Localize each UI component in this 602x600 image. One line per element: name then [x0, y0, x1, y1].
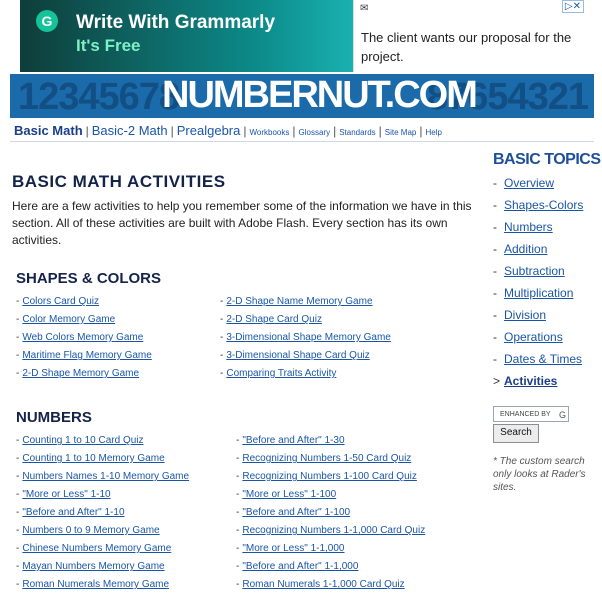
- sidebar-item-overview[interactable]: [493, 172, 583, 194]
- list-dash: -: [16, 350, 20, 361]
- list-item: [220, 365, 391, 383]
- list-item: [236, 504, 425, 522]
- sidebar-link[interactable]: Dates & Times: [504, 352, 583, 366]
- list-item: [16, 365, 152, 383]
- nav-link-workbooks[interactable]: Workbooks: [249, 128, 290, 137]
- sidebar-marker: -: [493, 286, 497, 300]
- nav-link-basic-math[interactable]: Basic Math: [14, 123, 83, 138]
- activity-link[interactable]: Maritime Flag Memory Game: [22, 350, 152, 361]
- list-item: [16, 486, 189, 504]
- ad-headline: Write With Grammarly: [76, 12, 276, 33]
- sidebar-item-division[interactable]: [493, 304, 583, 326]
- nav-link-help[interactable]: Help: [425, 128, 442, 137]
- site-logo[interactable]: NUMBERNUT.COM: [162, 74, 476, 116]
- nav-link-prealgebra[interactable]: Prealgebra: [176, 123, 241, 138]
- sidebar-link[interactable]: Shapes-Colors: [504, 198, 584, 212]
- list-item: [220, 347, 391, 365]
- list-item: [16, 522, 189, 540]
- search-input[interactable]: [493, 406, 569, 422]
- sidebar-item-activities[interactable]: [493, 370, 583, 392]
- section-heading-shapes: SHAPES & COLORS: [16, 270, 162, 287]
- activity-link[interactable]: "Before and After" 1-100: [242, 507, 351, 518]
- nav-separator: |: [419, 124, 423, 138]
- section-heading-numbers: NUMBERS: [16, 409, 92, 426]
- activity-link[interactable]: 3-Dimensional Shape Memory Game: [226, 332, 391, 343]
- activity-link[interactable]: "Before and After" 1-1,000: [242, 561, 359, 572]
- list-item: [16, 576, 189, 594]
- sidebar-link[interactable]: Addition: [504, 242, 548, 256]
- sidebar-item-addition[interactable]: [493, 238, 583, 260]
- nav-separator: |: [292, 124, 296, 138]
- numbers-list-left: [16, 432, 189, 594]
- sidebar-item-multiplication[interactable]: [493, 282, 583, 304]
- list-dash: -: [16, 579, 20, 590]
- list-item: [220, 311, 391, 329]
- list-item: [236, 540, 425, 558]
- list-dash: -: [236, 471, 240, 482]
- sidebar-link[interactable]: Overview: [504, 176, 555, 190]
- activity-link[interactable]: Numbers 0 to 9 Memory Game: [22, 525, 160, 536]
- list-item: [236, 468, 425, 486]
- header-digits-right: 87654321: [426, 76, 588, 118]
- list-item: [220, 293, 391, 311]
- nav-link-basic-2-math[interactable]: Basic-2 Math: [91, 123, 168, 138]
- list-item: [236, 558, 425, 576]
- sidebar-marker: -: [493, 176, 497, 190]
- ad-grammarly-panel[interactable]: [20, 0, 360, 72]
- activity-link[interactable]: Color Memory Game: [22, 314, 116, 325]
- list-dash: -: [236, 489, 240, 500]
- list-dash: -: [16, 453, 20, 464]
- search-placeholder: ENHANCED BY: [500, 411, 551, 418]
- list-dash: -: [236, 561, 240, 572]
- ad-text-panel[interactable]: [353, 0, 586, 72]
- nav-separator: |: [333, 124, 337, 138]
- sidebar-link[interactable]: Numbers: [504, 220, 553, 234]
- activity-link[interactable]: Roman Numerals Memory Game: [22, 579, 170, 590]
- sidebar-item-subtraction[interactable]: [493, 260, 583, 282]
- top-nav: [14, 123, 442, 138]
- activity-link[interactable]: Recognizing Numbers 1-100 Card Quiz: [242, 471, 417, 482]
- list-item: [16, 347, 152, 365]
- sidebar-marker: -: [493, 264, 497, 278]
- activity-link[interactable]: Counting 1 to 10 Memory Game: [22, 453, 165, 464]
- list-dash: -: [236, 435, 240, 446]
- activity-link[interactable]: Recognizing Numbers 1-1,000 Card Quiz: [242, 525, 426, 536]
- list-item: [16, 504, 189, 522]
- activity-link[interactable]: Web Colors Memory Game: [22, 332, 144, 343]
- sidebar-item-numbers[interactable]: [493, 216, 583, 238]
- list-dash: -: [16, 368, 20, 379]
- list-item: [16, 558, 189, 576]
- activity-link[interactable]: Colors Card Quiz: [22, 296, 100, 307]
- activity-link[interactable]: 2-D Shape Card Quiz: [226, 314, 322, 325]
- sidebar-item-operations[interactable]: [493, 326, 583, 348]
- sidebar-marker: -: [493, 330, 497, 344]
- sidebar-link[interactable]: Subtraction: [504, 264, 565, 278]
- search-button[interactable]: Search: [493, 424, 539, 443]
- activity-link[interactable]: Numbers Names 1-10 Memory Game: [22, 471, 190, 482]
- list-dash: -: [220, 296, 224, 307]
- page-title: BASIC MATH ACTIVITIES: [12, 172, 226, 191]
- activity-link[interactable]: Recognizing Numbers 1-50 Card Quiz: [242, 453, 412, 464]
- grammarly-logo-icon: G: [36, 10, 58, 32]
- numbers-list-right: [236, 432, 425, 594]
- list-dash: -: [220, 368, 224, 379]
- activity-link[interactable]: Roman Numerals 1-1,000 Card Quiz: [242, 579, 405, 590]
- list-item: [16, 540, 189, 558]
- list-dash: -: [220, 314, 224, 325]
- shapes-list-right: [220, 293, 391, 383]
- nav-separator: |: [85, 124, 89, 138]
- list-dash: -: [16, 525, 20, 536]
- activity-link[interactable]: 2-D Shape Memory Game: [22, 368, 140, 379]
- ad-close-icon[interactable]: ▷✕: [562, 0, 584, 13]
- sidebar-item-shapes-colors[interactable]: [493, 194, 583, 216]
- list-dash: -: [236, 579, 240, 590]
- google-icon: G: [558, 410, 566, 420]
- list-dash: -: [236, 543, 240, 554]
- nav-link-standards[interactable]: Standards: [339, 128, 376, 137]
- list-item: [236, 432, 425, 450]
- nav-separator: |: [243, 124, 247, 138]
- sidebar-topic-list: [493, 172, 583, 392]
- list-item: [16, 311, 152, 329]
- sidebar-title: BASIC TOPICS: [493, 151, 601, 168]
- sidebar-marker: -: [493, 198, 497, 212]
- site-header: [10, 74, 594, 118]
- list-dash: -: [16, 543, 20, 554]
- activity-link[interactable]: Counting 1 to 10 Card Quiz: [22, 435, 144, 446]
- list-dash: -: [220, 332, 224, 343]
- header-digits-left: 12345678: [18, 76, 180, 118]
- list-dash: -: [236, 453, 240, 464]
- list-item: [16, 468, 189, 486]
- list-item: [236, 450, 425, 468]
- list-item: [220, 329, 391, 347]
- sidebar-marker: >: [493, 374, 501, 388]
- mail-icon: ✉: [360, 3, 369, 14]
- list-dash: -: [16, 507, 20, 518]
- activity-link[interactable]: 3-Dimensional Shape Card Quiz: [226, 350, 370, 361]
- list-item: [236, 522, 425, 540]
- list-item: [16, 450, 189, 468]
- list-dash: -: [16, 435, 20, 446]
- nav-link-glossary[interactable]: Glossary: [298, 128, 331, 137]
- top-banner: [10, 0, 594, 118]
- list-dash: -: [16, 296, 20, 307]
- sidebar-marker: -: [493, 242, 497, 256]
- list-dash: -: [16, 561, 20, 572]
- sidebar-marker: -: [493, 220, 497, 234]
- list-dash: -: [16, 489, 20, 500]
- list-dash: -: [236, 525, 240, 536]
- sidebar-marker: -: [493, 308, 497, 322]
- list-dash: -: [236, 507, 240, 518]
- nav-separator: |: [378, 124, 382, 138]
- list-item: [16, 293, 152, 311]
- activity-link[interactable]: "More or Less" 1-100: [242, 489, 337, 500]
- intro-paragraph: Here are a few activities to help you remember some of the information we have in this section. All of these activities are built with Adobe Flash. Every section has its own activities.: [12, 199, 472, 247]
- list-item: [236, 576, 425, 594]
- list-dash: -: [16, 332, 20, 343]
- activity-link[interactable]: Mayan Numbers Memory Game: [22, 561, 165, 572]
- activity-link[interactable]: "More or Less" 1-1,000: [242, 543, 345, 554]
- activity-link[interactable]: 2-D Shape Name Memory Game: [226, 296, 373, 307]
- sidebar-link[interactable]: Division: [504, 308, 547, 322]
- nav-link-site-map[interactable]: Site Map: [384, 128, 417, 137]
- sidebar-item-dates-times[interactable]: [493, 348, 583, 370]
- activity-link[interactable]: "Before and After" 1-30: [242, 435, 345, 446]
- nav-divider: [10, 141, 594, 142]
- activity-link[interactable]: "Before and After" 1-10: [22, 507, 125, 518]
- list-item: [236, 486, 425, 504]
- list-dash: -: [220, 350, 224, 361]
- activity-link[interactable]: Chinese Numbers Memory Game: [22, 543, 172, 554]
- shapes-list-left: [16, 293, 152, 383]
- advertisement[interactable]: [10, 0, 594, 74]
- list-item: [16, 329, 152, 347]
- ad-subheadline: It's Free: [76, 36, 141, 55]
- nav-separator: |: [170, 124, 174, 138]
- activity-link[interactable]: "More or Less" 1-10: [22, 489, 111, 500]
- sidebar-marker: -: [493, 352, 497, 366]
- sidebar-link[interactable]: Activities: [504, 374, 558, 388]
- list-dash: -: [16, 314, 20, 325]
- list-item: [16, 432, 189, 450]
- search-note: * The custom search only looks at Rader's sites.: [493, 456, 586, 493]
- sidebar-link[interactable]: Operations: [504, 330, 563, 344]
- list-dash: -: [16, 471, 20, 482]
- ad-body-text: The client wants our proposal for the project.: [361, 30, 572, 64]
- activity-link[interactable]: Comparing Traits Activity: [226, 368, 337, 379]
- sidebar-link[interactable]: Multiplication: [504, 286, 574, 300]
